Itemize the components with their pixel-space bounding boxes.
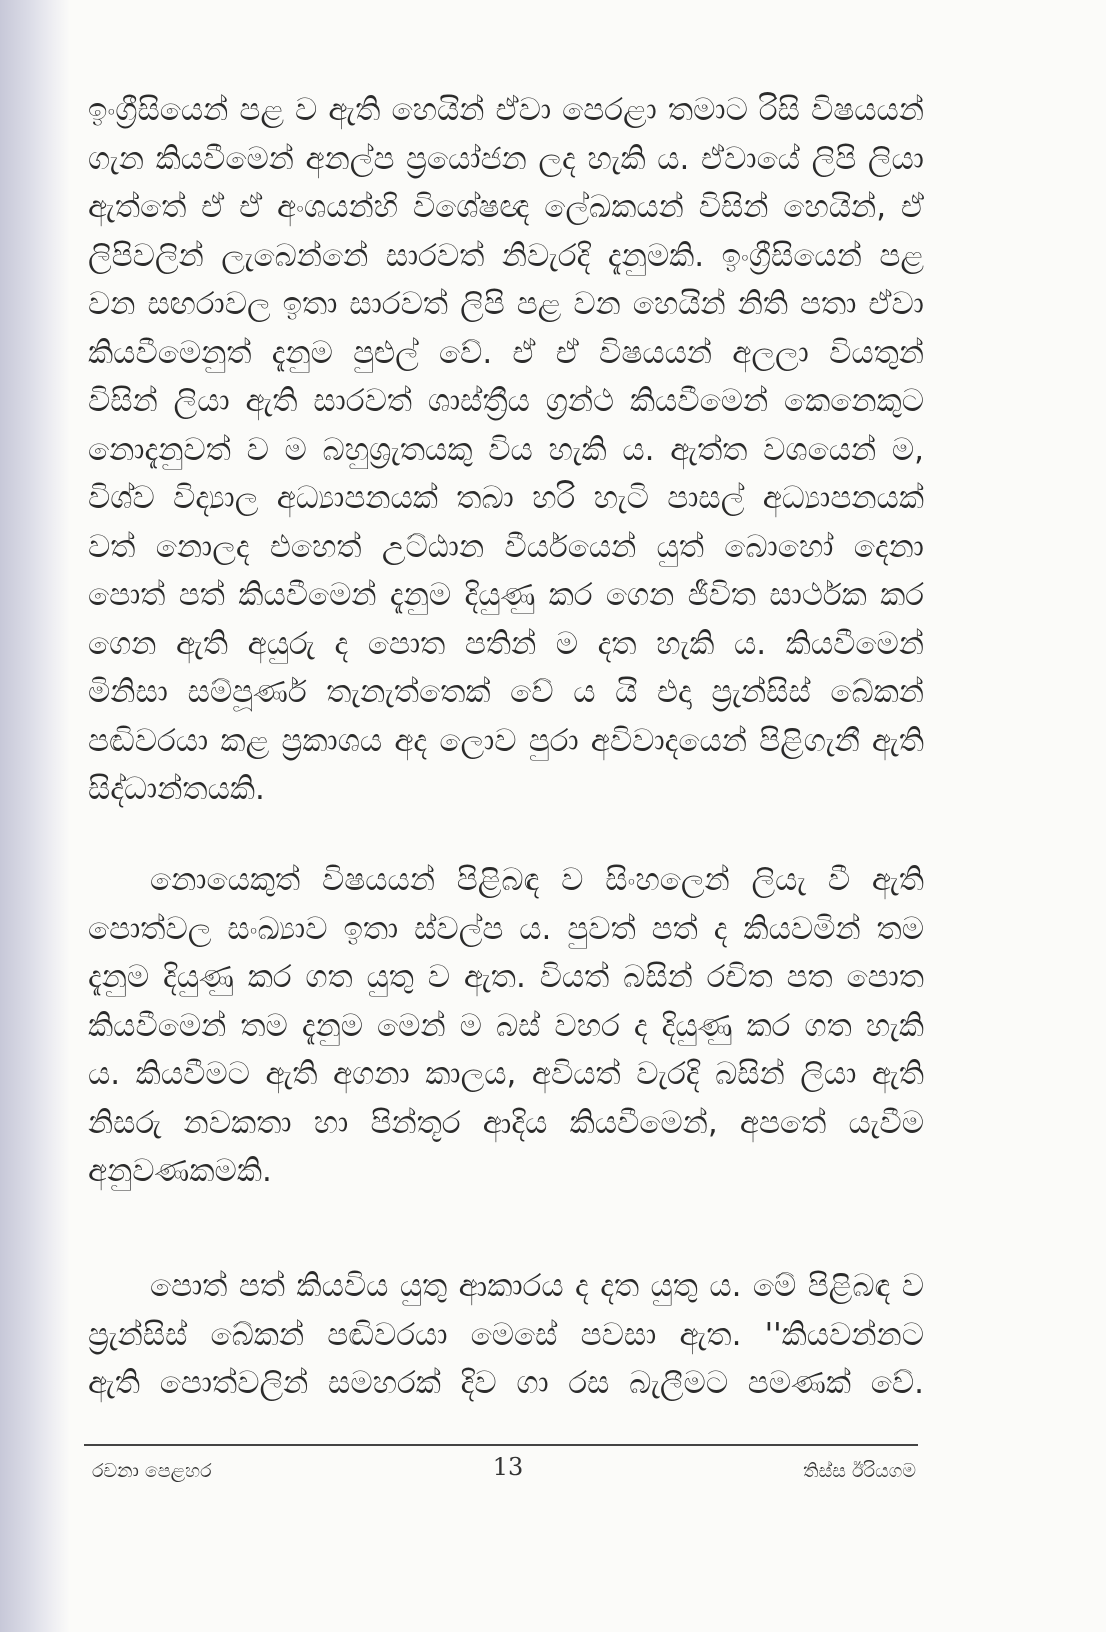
text-line: විසින් ලියා ඇති සාරවත් ශාස්ත්‍රීය ග්‍රන්ථ කියවීමෙන් කෙනෙකුට [88,383,924,419]
text-line: ගැන කියවීමෙන් අනල්ප ප්‍රයෝජන ලද හැකි ය. ඒවායේ ලිපි ලියා [88,140,924,177]
paragraph-1 [88,86,924,814]
text-line: නොදැනුවත් ව ම බහුශ්‍රැතයකු විය හැකි ය. ඇත්ත වශයෙන් ම, [88,431,924,468]
text-line: අනුවණකමකි. [88,1153,272,1189]
text-line: කියවීමෙනුත් දැනුම පුළුල් වේ. ඒ ඒ විෂයයන් අලලා වියතුන් [88,334,924,371]
book-title-footer: රචනා පෙළහර [92,1460,212,1482]
text-line: ඇත්තේ ඒ ඒ අංශයන්හි විශේෂඥ ලේඛකයන් විසින් හෙයින්, ඒ [88,189,924,225]
text-line: පොත් පත් කියවිය යුතු ආකාරය ද දත යුතු ය. මේ පිළිබඳ ව [150,1268,924,1304]
text-line: ඉංග්‍රීසියෙන් පළ ව ඇති හෙයින් ඒවා පෙරළා තමාට රිසි විෂයයන් [88,92,924,128]
text-line: මිනිසා සම්පූර්ණ තැනැත්තෙක් වේ ය යි එදා ප්‍රැන්සිස් බේකන් [88,674,924,710]
text-line: විශ්ව විද්‍යාල අධ්‍යාපනයක් තබා හරි හැටි පාසල් අධ්‍යාපනයක් [88,480,924,516]
footer-divider [84,1444,918,1446]
text-line: පඬිවරයා කළ ප්‍රකාශය අද ලොව පුරා අවිවාදයෙන් පිළිගැනී ඇති [88,722,924,759]
paragraph-3 [88,1262,924,1408]
page-number: 13 [492,1453,524,1481]
text-line: පොත්වල සංඛ්‍යාව ඉතා ස්වල්ප ය. පුවත් පත් ද කියවමින් තම [88,910,924,947]
author-footer: තිස්ස ඊරියගම [803,1460,916,1482]
text-line: නොයෙකුත් විෂයයන් පිළිබඳ ව සිංහලෙන් ලියැ වී ඇති [150,862,924,898]
text-line: ගෙන ඇති අයුරු ද පොත පතින් ම දත හැකි ය. කියවීමෙන් [88,625,924,662]
text-line: ය. කියවීමට ඇති අගනා කාලය, අවියත් වැරදි බසින් ලියා ඇති [88,1056,924,1092]
text-line: කියවීමෙන් තම දැනුම මෙන් ම බස් වහර ද දියුණු කර ගත හැකි [88,1007,924,1044]
text-line: සිද්ධාන්තයකි. [88,771,265,807]
binding-shadow [0,0,70,1632]
text-line: ලිපිවලින් ලැබෙන්නේ සාරවත් නිවැරදි දැනුමකි. ඉංග්‍රීසියෙන් පළ [88,237,924,274]
text-line: වත් නොලද එහෙත් උට්ඨාන වීර්යයෙන් යුත් බොහෝ දෙනා [88,528,924,565]
text-line: දැනුම දියුණු කර ගත යුතු ව ඇත. වියත් බසින් රචිත පත පොත [88,959,924,995]
text-line: පොත් පත් කියවීමෙන් දැනුම දියුණු කර ගෙන ජීවිත සාර්ථක කර [88,577,924,613]
text-line: නිසරු නවකතා හා පින්තූර ආදිය කියවීමෙන්, අපතේ යැවීම [88,1104,924,1141]
text-line: ප්‍රැන්සිස් බේකන් පඬිවරයා මෙසේ පවසා ඇත. ''කියවන්නට [88,1316,924,1353]
text-line: ඇති පොත්වලින් සමහරක් දිව ගා රස බැලීමට පමණක් වේ. [88,1365,924,1401]
paragraph-2 [88,856,924,1196]
text-line: වන සඟරාවල ඉතා සාරවත් ලිපි පළ වන හෙයින් නිති පතා ඒවා [88,286,924,322]
